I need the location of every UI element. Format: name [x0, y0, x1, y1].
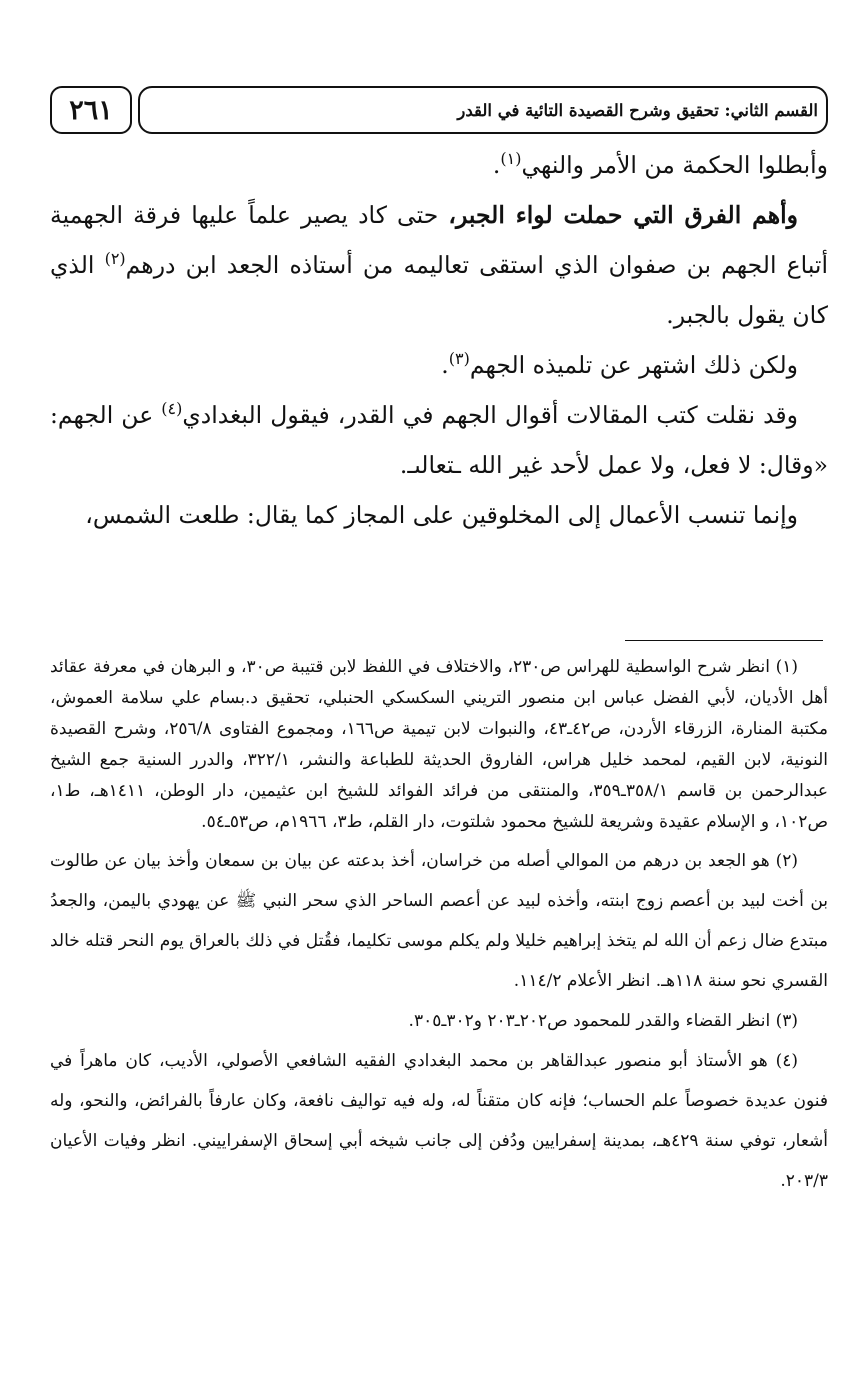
paragraph-2-text-b: الذي كان يقول بالجبر. [50, 251, 828, 329]
paragraph-2-text-a: حتى كاد يصير علماً عليها فرقة الجهمية أتباع الجهم بن صفوان الذي استقى تعاليمه من أستاذه الجعد ابن درهم [50, 201, 828, 279]
paragraph-2-bold: وأهم الفرق التي حملت لواء الجبر، [448, 201, 799, 229]
paragraph-1 [50, 140, 828, 190]
page-header [50, 86, 828, 136]
paragraph-3 [50, 340, 828, 390]
paragraph-1-text: وأبطلوا الحكمة من الأمر والنهي [521, 151, 828, 179]
footnote-ref-3[interactable]: (٣) [448, 349, 470, 368]
footnote-ref-4[interactable]: (٤) [161, 399, 183, 418]
paragraph-4-text-b: عن الجهم: «وقال: لا فعل، ولا عمل لأحد غير الله ـتعالىـ. [50, 401, 828, 479]
paragraph-4-text-a: وقد نقلت كتب المقالات أقوال الجهم في القدر، فيقول البغدادي [182, 401, 798, 429]
page-number: ٢٦١ [50, 86, 132, 134]
paragraph-2 [50, 190, 828, 340]
footnote-2: (٢) هو الجعد بن درهم من الموالي أصله من خراسان، أخذ بدعته عن بيان بن سمعان وأخذ بيان عن طالوت بن أخت لبيد بن أعصم زوج ابنته، وأخذه لبيد عن أعصم الساحر الذي سحر النبي ﷺ عن يهودي باليمن، والجعدُ مبتدع ضال زعم أن الله لم يتخذ إبراهيم خليلا ولم يكلم موسى تكليما، فقُتل في ذلك بالعراق يوم النحر قتله خالد القسري نحو سنة ١١٨هـ. انظر الأعلام ١١٤/٢. [50, 851, 828, 991]
paragraph-3-end: . [441, 351, 449, 379]
running-title: القسم الثاني: تحقيق وشرح القصيدة التائية في القدر [138, 86, 828, 134]
paragraph-4 [50, 390, 828, 490]
paragraph-5 [50, 490, 828, 540]
footnote-1: (١) انظر شرح الواسطية للهراس ص٢٣٠، والاختلاف في اللفظ لابن قتيبة ص٣٠، و البرهان في معرفة عقائد أهل الأديان، لأبي الفضل عباس ابن منصور التريني السكسكي الحنبلي، تحقيق د.بسام علي سلامة العموش، مكتبة المنارة، الزرقاء الأردن، ص٤٢ـ٤٣، والنبوات لابن تيمية ص١٦٦، ومجموع الفتاوى ٢٥٦/٨، وشرح القصيدة النونية، لابن القيم، لمحمد خليل هراس، الفاروق الحديثة للطباعة والنشر، ٣٢٢/١، والدرر السنية جمع الشيخ عبدالرحمن بن قاسم ٣٥٨/١ـ٣٥٩، والمنتقى من فرائد الفوائد للشيخ ابن عثيمين، دار الوطن، ١٤١١هـ، ط١، ص١٠٢، و الإسلام عقيدة وشريعة للشيخ محمود شلتوت، دار القلم، ط٣، ١٩٦٦م، ص٥٣ـ٥٤. [50, 657, 828, 832]
paragraph-3-text: ولكن ذلك اشتهر عن تلميذه الجهم [469, 351, 798, 379]
paragraph-5-text: وإنما تنسب الأعمال إلى المخلوقين على المجاز كما يقال: طلعت الشمس، [85, 501, 798, 529]
paragraph-1-end: . [492, 151, 501, 179]
footnote-4: (٤) هو الأستاذ أبو منصور عبدالقاهر بن محمد البغدادي الفقيه الشافعي الأصولي، الأديب، كان ماهراً في فنون عديدة خصوصاً علم الحساب؛ فإنه كان متقناً له، وله فيه تواليف نافعة، وكان عارفاً بالفرائض، والنحو، وله أشعار، توفي سنة ٤٢٩هـ، بمدينة إسفرايين ودُفن إلى جانب شيخه أبي إسحاق الإسفراييني. انظر وفيات الأعيان ٢٠٣/٣. [50, 1051, 828, 1191]
footnote-ref-1[interactable]: (١) [500, 149, 522, 168]
footnote-3: (٣) انظر القضاء والقدر للمحمود ص٢٠٢ـ٢٠٣ و٣٠٢ـ٣٠٥. [408, 1011, 798, 1031]
footnotes [50, 652, 828, 1201]
footnote-separator [625, 640, 823, 641]
main-text [50, 140, 828, 540]
footnote-ref-2[interactable]: (٢) [104, 249, 126, 268]
